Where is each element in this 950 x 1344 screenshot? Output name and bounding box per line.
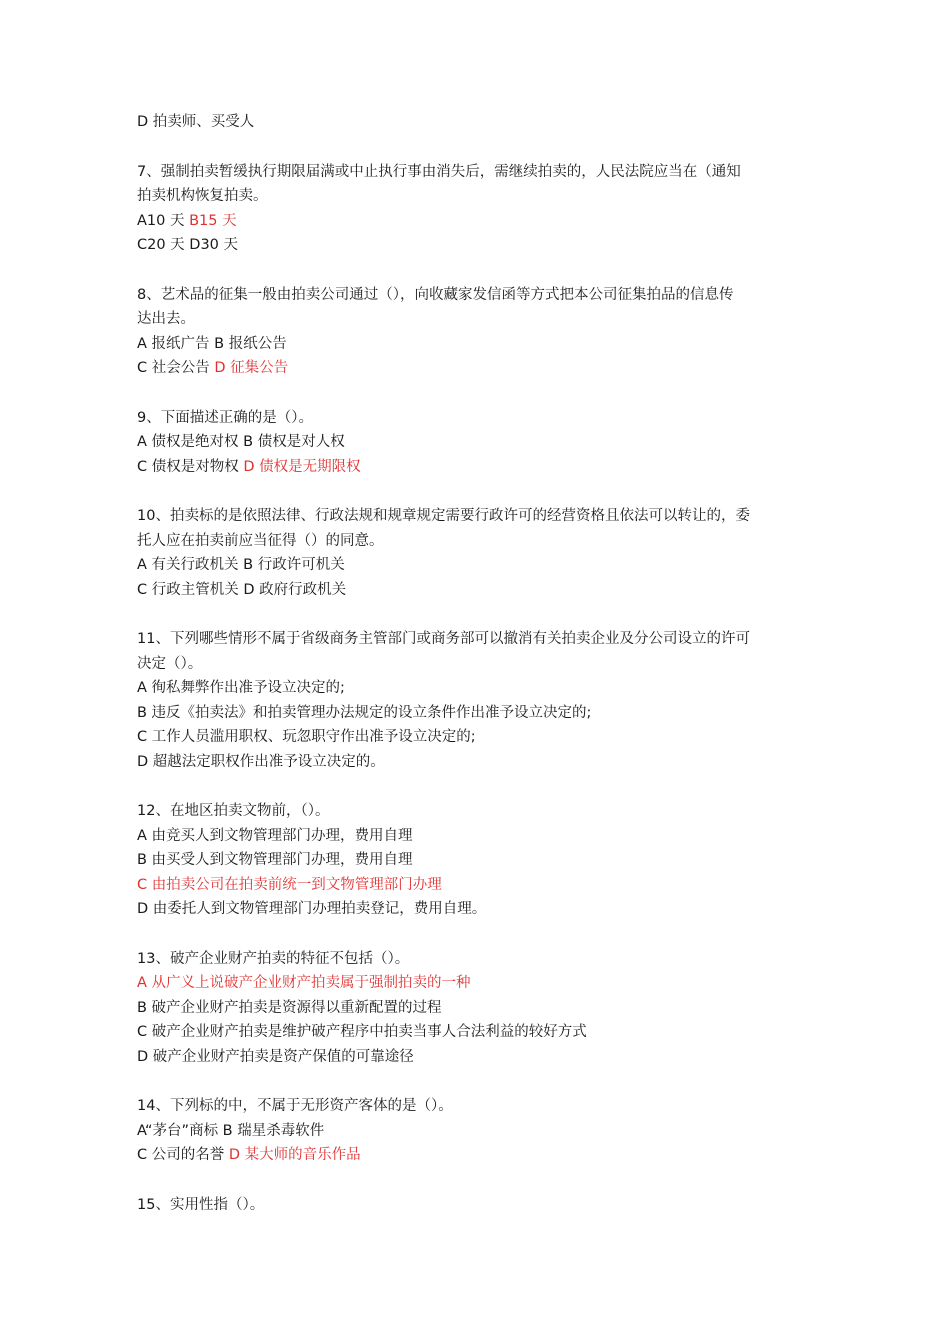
answer-option-line xyxy=(137,897,817,922)
answer-option-line xyxy=(137,110,817,135)
line-text: 12、在地区拍卖文物前，（）。 xyxy=(137,803,330,819)
question-stem xyxy=(137,283,817,308)
question-stem xyxy=(137,504,817,529)
correct-answer-text: B15 天 xyxy=(189,212,237,229)
line-text: A 由竞买人到文物管理部门办理，费用自理 xyxy=(137,827,413,844)
line-text: 拍卖机构恢复拍卖。 xyxy=(137,188,268,204)
line-text: C 债权是对物权 xyxy=(137,458,244,475)
answer-option-line xyxy=(137,971,817,996)
answer-option-line xyxy=(137,430,817,455)
answer-option-line xyxy=(137,209,817,234)
line-text: 8、艺术品的征集一般由拍卖公司通过（），向收藏家发信函等方式把本公司征集拍品的信息传 xyxy=(137,286,734,303)
answer-option-line xyxy=(137,356,817,381)
line-text: 14、下列标的中，不属于无形资产客体的是（）。 xyxy=(137,1098,453,1114)
line-text: C 公司的名誉 xyxy=(137,1147,229,1163)
line-text: 11、下列哪些情形不属于省级商务主管部门或商务部可以撤消有关拍卖企业及分公司设立的许可 xyxy=(137,631,750,647)
correct-answer-text: A 从广义上说破产企业财产拍卖属于强制拍卖的一种 xyxy=(137,975,471,991)
question-stem-continuation xyxy=(137,184,817,209)
line-text: D 由委托人到文物管理部门办理拍卖登记，费用自理。 xyxy=(137,901,487,917)
answer-option-line xyxy=(137,578,817,603)
question-stem xyxy=(137,160,817,185)
line-text: 9、下面描述正确的是（）。 xyxy=(137,409,313,426)
line-text: D 破产企业财产拍卖是资产保值的可靠途径 xyxy=(137,1048,414,1065)
answer-option-line xyxy=(137,1020,817,1045)
line-text: 13、破产企业财产拍卖的特征不包括（）。 xyxy=(137,950,410,967)
line-text: C 破产企业财产拍卖是维护破产程序中拍卖当事人合法利益的较好方式 xyxy=(137,1024,587,1040)
line-text: C20 天 D30 天 xyxy=(137,237,239,253)
answer-option-line xyxy=(137,676,817,701)
line-text: 15、实用性指（）。 xyxy=(137,1196,265,1213)
line-text: D 超越法定职权作出准予设立决定的。 xyxy=(137,753,385,770)
line-text: B 由买受人到文物管理部门办理，费用自理 xyxy=(137,852,413,868)
line-text: 托人应在拍卖前应当征得（）的同意。 xyxy=(137,532,384,549)
correct-answer-text: C 由拍卖公司在拍卖前统一到文物管理部门办理 xyxy=(137,876,442,893)
line-text: C 社会公告 xyxy=(137,360,215,376)
answer-option-line xyxy=(137,848,817,873)
question-stem-continuation xyxy=(137,529,817,554)
line-text: 10、拍卖标的是依照法律、行政法规和规章规定需要行政许可的经营资格且依法可以转让的，委 xyxy=(137,508,750,524)
answer-option-line xyxy=(137,1045,817,1070)
line-text: B 违反《拍卖法》和拍卖管理办法规定的设立条件作出准予设立决定的; xyxy=(137,704,592,721)
line-text: C 行政主管机关 D 政府行政机关 xyxy=(137,581,347,598)
question-stem xyxy=(137,1094,817,1119)
line-text: D 拍卖师、买受人 xyxy=(137,114,255,130)
line-text: A 债权是绝对权 B 债权是对人权 xyxy=(137,434,345,450)
correct-answer-text: D 征集公告 xyxy=(214,360,289,376)
answer-option-line xyxy=(137,824,817,849)
answer-option-line xyxy=(137,873,817,898)
answer-option-line xyxy=(137,553,817,578)
line-text: A 有关行政机关 B 行政许可机关 xyxy=(137,557,345,573)
line-text: A 徇私舞弊作出准予设立决定的; xyxy=(137,680,345,696)
answer-option-line xyxy=(137,996,817,1021)
correct-answer-text: D 债权是无期限权 xyxy=(243,458,361,475)
answer-option-line xyxy=(137,701,817,726)
line-text: A 报纸广告 B 报纸公告 xyxy=(137,335,287,352)
answer-option-line xyxy=(137,455,817,480)
question-stem-continuation xyxy=(137,652,817,677)
line-text: A10 天 xyxy=(137,212,190,229)
line-text: 7、强制拍卖暂缓执行期限届满或中止执行事由消失后，需继续拍卖的，人民法院应当在（通知 xyxy=(137,163,741,180)
question-stem xyxy=(137,406,817,431)
answer-option-line xyxy=(137,725,817,750)
question-stem xyxy=(137,1193,817,1218)
line-text: A“茅台”商标 B 瑞星杀毒软件 xyxy=(137,1122,325,1139)
answer-option-line xyxy=(137,1119,817,1144)
question-stem xyxy=(137,947,817,972)
line-text: 决定（）。 xyxy=(137,655,203,672)
answer-option-line xyxy=(137,750,817,775)
line-text: 达出去。 xyxy=(137,311,195,327)
correct-answer-text: D 某大师的音乐作品 xyxy=(228,1147,361,1163)
question-list xyxy=(137,110,817,1217)
line-text: B 破产企业财产拍卖是资源得以重新配置的过程 xyxy=(137,999,442,1016)
question-stem-continuation xyxy=(137,307,817,332)
answer-option-line xyxy=(137,332,817,357)
question-stem xyxy=(137,799,817,824)
question-stem xyxy=(137,627,817,652)
answer-option-line xyxy=(137,233,817,258)
answer-option-line xyxy=(137,1143,817,1168)
line-text: C 工作人员滥用职权、玩忽职守作出准予设立决定的; xyxy=(137,729,476,745)
